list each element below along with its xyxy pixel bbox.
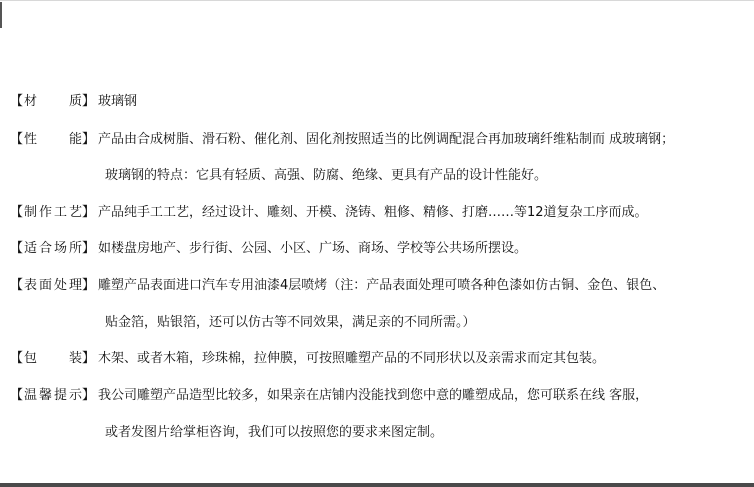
spec-value: 雕塑产品表面进口汽车专用油漆4层喷烤（注：产品表面处理可喷各种色漆如仿古铜、金色、银色、 bbox=[98, 278, 666, 293]
bracket-open: 【 bbox=[10, 94, 24, 109]
bracket-open: 【 bbox=[10, 278, 24, 293]
spec-label bbox=[10, 130, 96, 150]
spec-value-continuation: 贴金箔，贴银箔，还可以仿古等不同效果，满足亲的不同所需。） bbox=[105, 315, 476, 330]
bracket-close: 】 bbox=[82, 94, 96, 109]
bracket-open: 【 bbox=[10, 388, 24, 403]
spec-label bbox=[10, 239, 96, 259]
spec-label bbox=[10, 203, 96, 223]
spec-value: 产品由合成树脂、滑石粉、催化剂、固化剂按照适当的比例调配混合再加玻璃纤维粘制而 成玻璃钢； bbox=[98, 132, 675, 147]
top-edge-line bbox=[0, 0, 754, 1]
bottom-rule bbox=[0, 483, 754, 487]
bracket-close: 】 bbox=[82, 388, 96, 403]
spec-label-text: 材质 bbox=[24, 94, 82, 109]
spec-value: 玻璃钢 bbox=[98, 94, 138, 109]
spec-label-text: 温馨提示 bbox=[24, 388, 82, 403]
spec-value-continuation: 玻璃钢的特点：它具有轻质、高强、防腐、绝缘、更具有产品的设计性能好。 bbox=[105, 168, 548, 183]
spec-label bbox=[10, 92, 96, 112]
spec-value-continuation: 或者发图片给掌柜咨询，我们可以按照您的要求来图定制。 bbox=[105, 425, 444, 440]
bracket-open: 【 bbox=[10, 241, 24, 256]
spec-label-text: 性能 bbox=[24, 132, 82, 147]
spec-label bbox=[10, 386, 96, 406]
spec-label-text: 适合场所 bbox=[24, 241, 82, 256]
bracket-close: 】 bbox=[82, 241, 96, 256]
spec-value: 如楼盘房地产、步行街、公园、小区、广场、商场、学校等公共场所摆设。 bbox=[98, 241, 528, 256]
spec-value: 产品纯手工工艺，经过设计、雕刻、开模、浇铸、粗修、精修、打磨……等12道复杂工序而成。 bbox=[98, 205, 648, 220]
bracket-close: 】 bbox=[82, 351, 96, 366]
bracket-close: 】 bbox=[82, 278, 96, 293]
bracket-open: 【 bbox=[10, 351, 24, 366]
corner-mark bbox=[0, 2, 2, 28]
spec-value: 木架、或者木箱，珍珠棉，拉伸膜，可按照雕塑产品的不同形状以及亲需求而定其包装。 bbox=[98, 351, 606, 366]
spec-label-text: 包装 bbox=[24, 351, 82, 366]
spec-label bbox=[10, 276, 96, 296]
spec-label-text: 表面处理 bbox=[24, 278, 82, 293]
spec-value: 我公司雕塑产品造型比较多，如果亲在店铺内没能找到您中意的雕塑成品，您可联系在线 客服， bbox=[98, 388, 649, 403]
bracket-open: 【 bbox=[10, 132, 24, 147]
spec-label bbox=[10, 349, 96, 369]
bracket-close: 】 bbox=[82, 205, 96, 220]
bracket-close: 】 bbox=[82, 132, 96, 147]
bracket-open: 【 bbox=[10, 205, 24, 220]
spec-label-text: 制作工艺 bbox=[24, 205, 82, 220]
